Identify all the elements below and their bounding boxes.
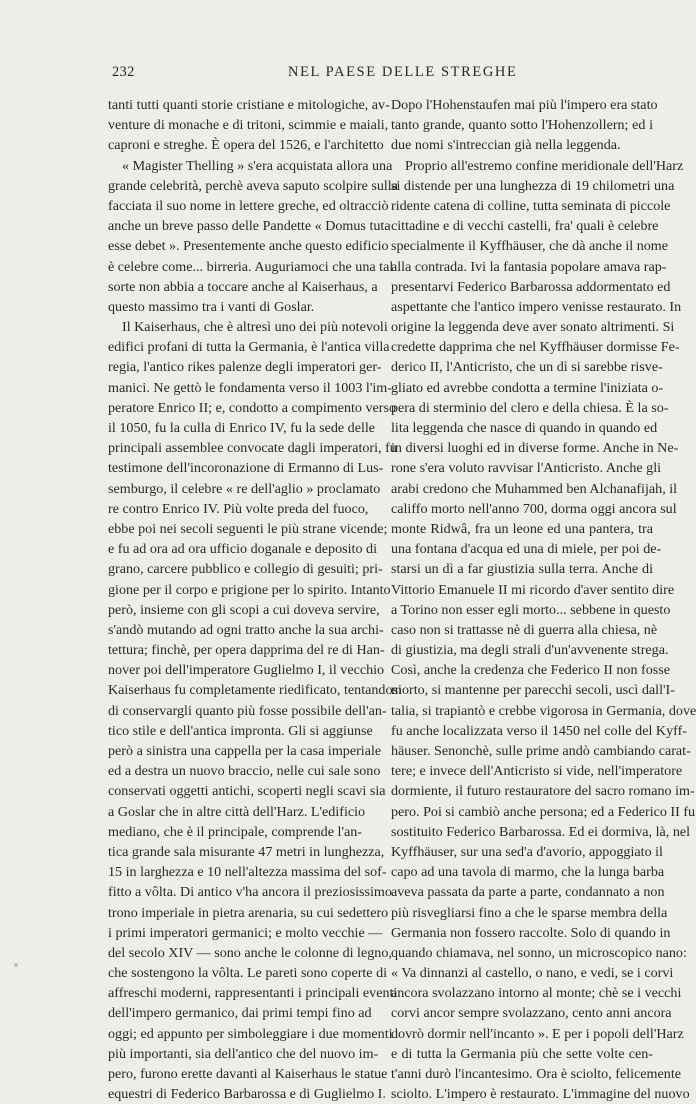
text-line: ebbe poi nei secoli seguenti le più strane vicende; <box>108 520 388 537</box>
text-line: in diversi luoghi ed in diverse forme. Anche in Ne- <box>391 440 679 457</box>
text-line: aveva passata da parte a parte, condannato a non <box>391 884 665 901</box>
text-line: del secolo XIV — sono anche le colonne di legno, <box>108 944 392 961</box>
text-line: sorte non abbia a toccare anche al Kaiserhaus, a <box>108 278 378 295</box>
text-line: monte Ridwâ, fra un leone ed una pantera, tra <box>391 520 653 537</box>
text-line: Vittorio Emanuele II mi ricordo d'aver sentito dire <box>391 581 675 598</box>
text-line: lita leggenda che nasce di quando in quando ed <box>391 420 658 436</box>
text-line: dormiente, il futuro restauratore del sacro romano im- <box>391 783 695 800</box>
text-line: però, insieme con gli scopi a cui doveva servire, <box>108 601 380 618</box>
text-line: specialmente il Kyffhäuser, che dà anche il nome <box>391 238 669 255</box>
text-line: « Magister Thelling » s'era acquistata allora una <box>122 157 393 174</box>
text-line: peratore Enrico II; e, condotto a compimento verso <box>108 399 397 416</box>
text-line: derico II, l'Anticristo, che un dì si sarebbe risve- <box>391 359 663 376</box>
text-line: cittadine e di vecchi castelli, fra' quali è celebre <box>391 218 659 235</box>
text-line: Il Kaiserhaus, che è altresì uno dei più notevoli <box>122 319 388 336</box>
text-line: grande celebrità, perchè aveva saputo scolpire sulla <box>108 177 398 194</box>
text-line: talia, si trapiantò e crebbe vigorosa in Germania, dove <box>391 702 696 719</box>
text-line: equestri di Federico Barbarossa e di Guglielmo I. <box>108 1086 386 1103</box>
text-line: sciolto. L'impero è restaurato. L'immagine del nuovo <box>391 1086 690 1103</box>
text-line: ed a destra un nuovo braccio, nelle cui sale sono <box>108 763 381 780</box>
text-line: due nomi s'intreccian già nella leggenda. <box>391 137 621 154</box>
text-line: una fontana d'acqua ed una di miele, per poi de- <box>391 541 662 558</box>
text-line: 15 in larghezza e 10 nell'altezza massima del sof- <box>108 864 387 881</box>
text-line: che sostengono la vôlta. Le pareti sono coperte di <box>108 965 388 982</box>
text-line: pera di sterminio del clero e della chiesa. È la so- <box>391 399 669 416</box>
text-line: Dopo l'Hohenstaufen mai più l'impero era stato <box>391 97 658 113</box>
left-text-column <box>108 95 402 1104</box>
text-line: manici. Ne gettò le fondamenta verso il 1003 l'im- <box>108 379 392 396</box>
text-line: quando chiamava, nel sonno, un microscopico nano: <box>391 944 687 961</box>
text-line: a Goslar che in altre città dell'Harz. L'edificio <box>108 803 366 820</box>
text-line: fu anche localizzata verso il 1450 nel colle del Kyff- <box>391 722 687 739</box>
text-line: tettura; finchè, per opera dapprima del re di Han- <box>108 642 385 659</box>
text-line: gione per il corpo e prigione per lo spirito. Intanto <box>108 581 391 598</box>
text-line: edifici profani di tutta la Germania, è l'antica villa <box>108 339 390 356</box>
text-line: häuser. Senonchè, sulle prime andò cambiando carat- <box>391 743 691 759</box>
text-line: più importanti, sia dell'antico che del nuovo im- <box>108 1045 379 1062</box>
text-line: anche un breve passo delle Pandette « Domus tuta <box>108 218 391 235</box>
text-line: « Va dinnanzi al castello, o nano, e vedi, se i corvi <box>391 965 674 982</box>
text-line: questo massimo tra i vanti di Goslar. <box>108 298 315 315</box>
text-line: Kyffhäuser, sur una sed'a d'avorio, appoggiato il <box>391 843 663 860</box>
text-line: pero, furono erette davanti al Kaiserhaus le statue <box>108 1066 388 1082</box>
text-line: t'anni durò l'incantesimo. Ora è sciolto, felicemente <box>391 1066 681 1082</box>
text-line: Kaiserhaus fu completamente riedificato, tentandosi <box>108 682 402 699</box>
text-line: gliato ed avrebbe condotta a termine l'iniziata o- <box>391 379 664 396</box>
text-line: dell'impero germanico, dai primi tempi fino ad <box>108 1005 372 1022</box>
paper-speck <box>14 963 18 967</box>
text-line: mediano, che è il principale, comprende l'an- <box>108 823 362 840</box>
text-line: principali assemblee convocate dagli imperatori, fu <box>108 440 397 457</box>
text-line: dovrò dormir nell'incanto ». E per i popoli dell'Harz <box>391 1025 684 1042</box>
text-line: Proprio all'estremo confine meridionale dell'Harz <box>405 157 684 174</box>
page-number: 232 <box>112 64 135 80</box>
right-text-column <box>391 95 696 1104</box>
text-line: tanto grande, quanto sotto l'Hohenzollern; ed i <box>391 117 653 134</box>
text-line: semburgo, il celebre « re dell'aglio » proclamato <box>108 480 381 497</box>
text-line: ridente catena di colline, tutta seminata di piccole <box>391 197 671 214</box>
text-line: fitto a vôlta. Di antico v'ha ancora il preziosissimo <box>108 884 392 901</box>
text-line: conservati oggetti antichi, scoperti negli scavi sia <box>108 783 386 800</box>
text-line: e fu ad ora ad ora ufficio doganale e deposito di <box>108 541 377 558</box>
text-line: il 1050, fu la culla di Enrico IV, fu la sede delle <box>108 420 376 436</box>
text-line: a Torino non esser egli morto... sebbene in questo <box>391 601 671 618</box>
text-line: testimone dell'incoronazione di Ermanno di Lus- <box>108 460 384 477</box>
text-line: è celebre come... birreria. Auguriamoci che una tal <box>108 258 394 275</box>
text-line: s'andò mutando ad ogni tratto anche la sua archi- <box>108 621 384 638</box>
text-line: Così, anche la credenza che Federico II non fosse <box>391 662 671 679</box>
text-line: di conservargli quanto più fosse possibile dell'an- <box>108 702 387 719</box>
text-line: venture di monache e di tritoni, scimmie e maiali, <box>108 117 389 134</box>
text-line: rone s'era voluto ravvisar l'Anticristo. Anche gli <box>391 460 662 477</box>
text-line: esse debet ». Presentemente anche questo edificio <box>108 238 389 255</box>
text-line: grano, carcere pubblico e collegio di gesuiti; pri- <box>108 561 383 578</box>
text-line: di giustizia, ma degli strali d'un'avvenente strega. <box>391 642 669 659</box>
text-line: caso non si trattasse nè di guerra alla chiesa, nè <box>391 621 658 638</box>
text-line: presentarvi Federico Barbarossa addormentato ed <box>391 278 671 295</box>
text-line: sostituito Federico Barbarossa. Ed ei dormiva, là, nel <box>391 823 691 840</box>
text-line: califfo morto nell'anno 700, dorma oggi ancora sul <box>391 500 677 517</box>
text-line: ancora svolazzano intorno al monte; chè se i vecchi <box>391 985 682 1002</box>
text-line: affreschi moderni, rappresentanti i principali eventi <box>108 985 398 1002</box>
text-line: credette dapprima che nel Kyffhäuser dormisse Fe- <box>391 339 680 356</box>
text-line: capo ad una tavola di marmo, che la lunga barba <box>391 864 665 881</box>
running-title: NEL PAESE DELLE STREGHE <box>288 64 518 80</box>
text-line: e di tutta la Germania più che sette volte cen- <box>391 1045 653 1062</box>
text-line: trono imperiale in pietra arenaria, su cui sedettero <box>108 904 389 921</box>
text-line: si distende per una lunghezza di 19 chilometri una <box>391 177 675 194</box>
text-line: morto, si mantenne per parecchi secoli, uscì dall'I- <box>391 682 675 699</box>
text-line: pero. Poi si cambiò anche persona; ed a Federico II fu <box>391 803 696 820</box>
text-line: regia, l'antico rikes palenze degli imperatori ger- <box>108 359 382 376</box>
text-line: però a sinistra una cappella per la casa imperiale <box>108 743 382 759</box>
text-line: caproni e streghe. È opera del 1526, e l'architetto <box>108 137 384 154</box>
text-line: arabi credono che Muhammed ben Alchanafijah, il <box>391 480 678 497</box>
text-line: re contro Enrico IV. Più volte preda del fuoco, <box>108 500 369 517</box>
text-line: origine la leggenda deve aver sonato altrimenti. Si <box>391 319 675 336</box>
text-line: nover poi dell'imperatore Guglielmo I, il vecchio <box>108 662 385 679</box>
text-line: aspettante che l'antico impero venisse restaurato. In <box>391 298 682 315</box>
text-line: tico stile e dell'antica impronta. Gli si aggiunse <box>108 722 373 739</box>
page-header <box>112 64 580 86</box>
text-line: facciata il suo nome in lettere greche, ed oltracciò <box>108 197 389 214</box>
text-line: starsi un dì a far giustizia sulla terra. Anche di <box>391 561 653 578</box>
text-line: più risvegliarsi fino a che le sparse membra della <box>391 904 668 921</box>
text-line: Germania non fossero raccolte. Solo di quando in <box>391 924 671 941</box>
text-line: tanti tutti quanti storie cristiane e mitologiche, av- <box>108 97 390 113</box>
text-line: alla contrada. Ivi la fantasia popolare amava rap- <box>391 258 667 275</box>
text-line: corvi ancor sempre svolazzano, cento anni ancora <box>391 1005 672 1022</box>
text-line: i primi imperatori germanici; e molto vecchie — <box>108 924 383 941</box>
text-line: tere; e invece dell'Anticristo si vide, nell'imperatore <box>391 763 683 780</box>
text-line: tica grande sala misurante 47 metri in lunghezza, <box>108 843 385 860</box>
text-line: oggi; ed appunto per simboleggiare i due momenti <box>108 1025 393 1042</box>
